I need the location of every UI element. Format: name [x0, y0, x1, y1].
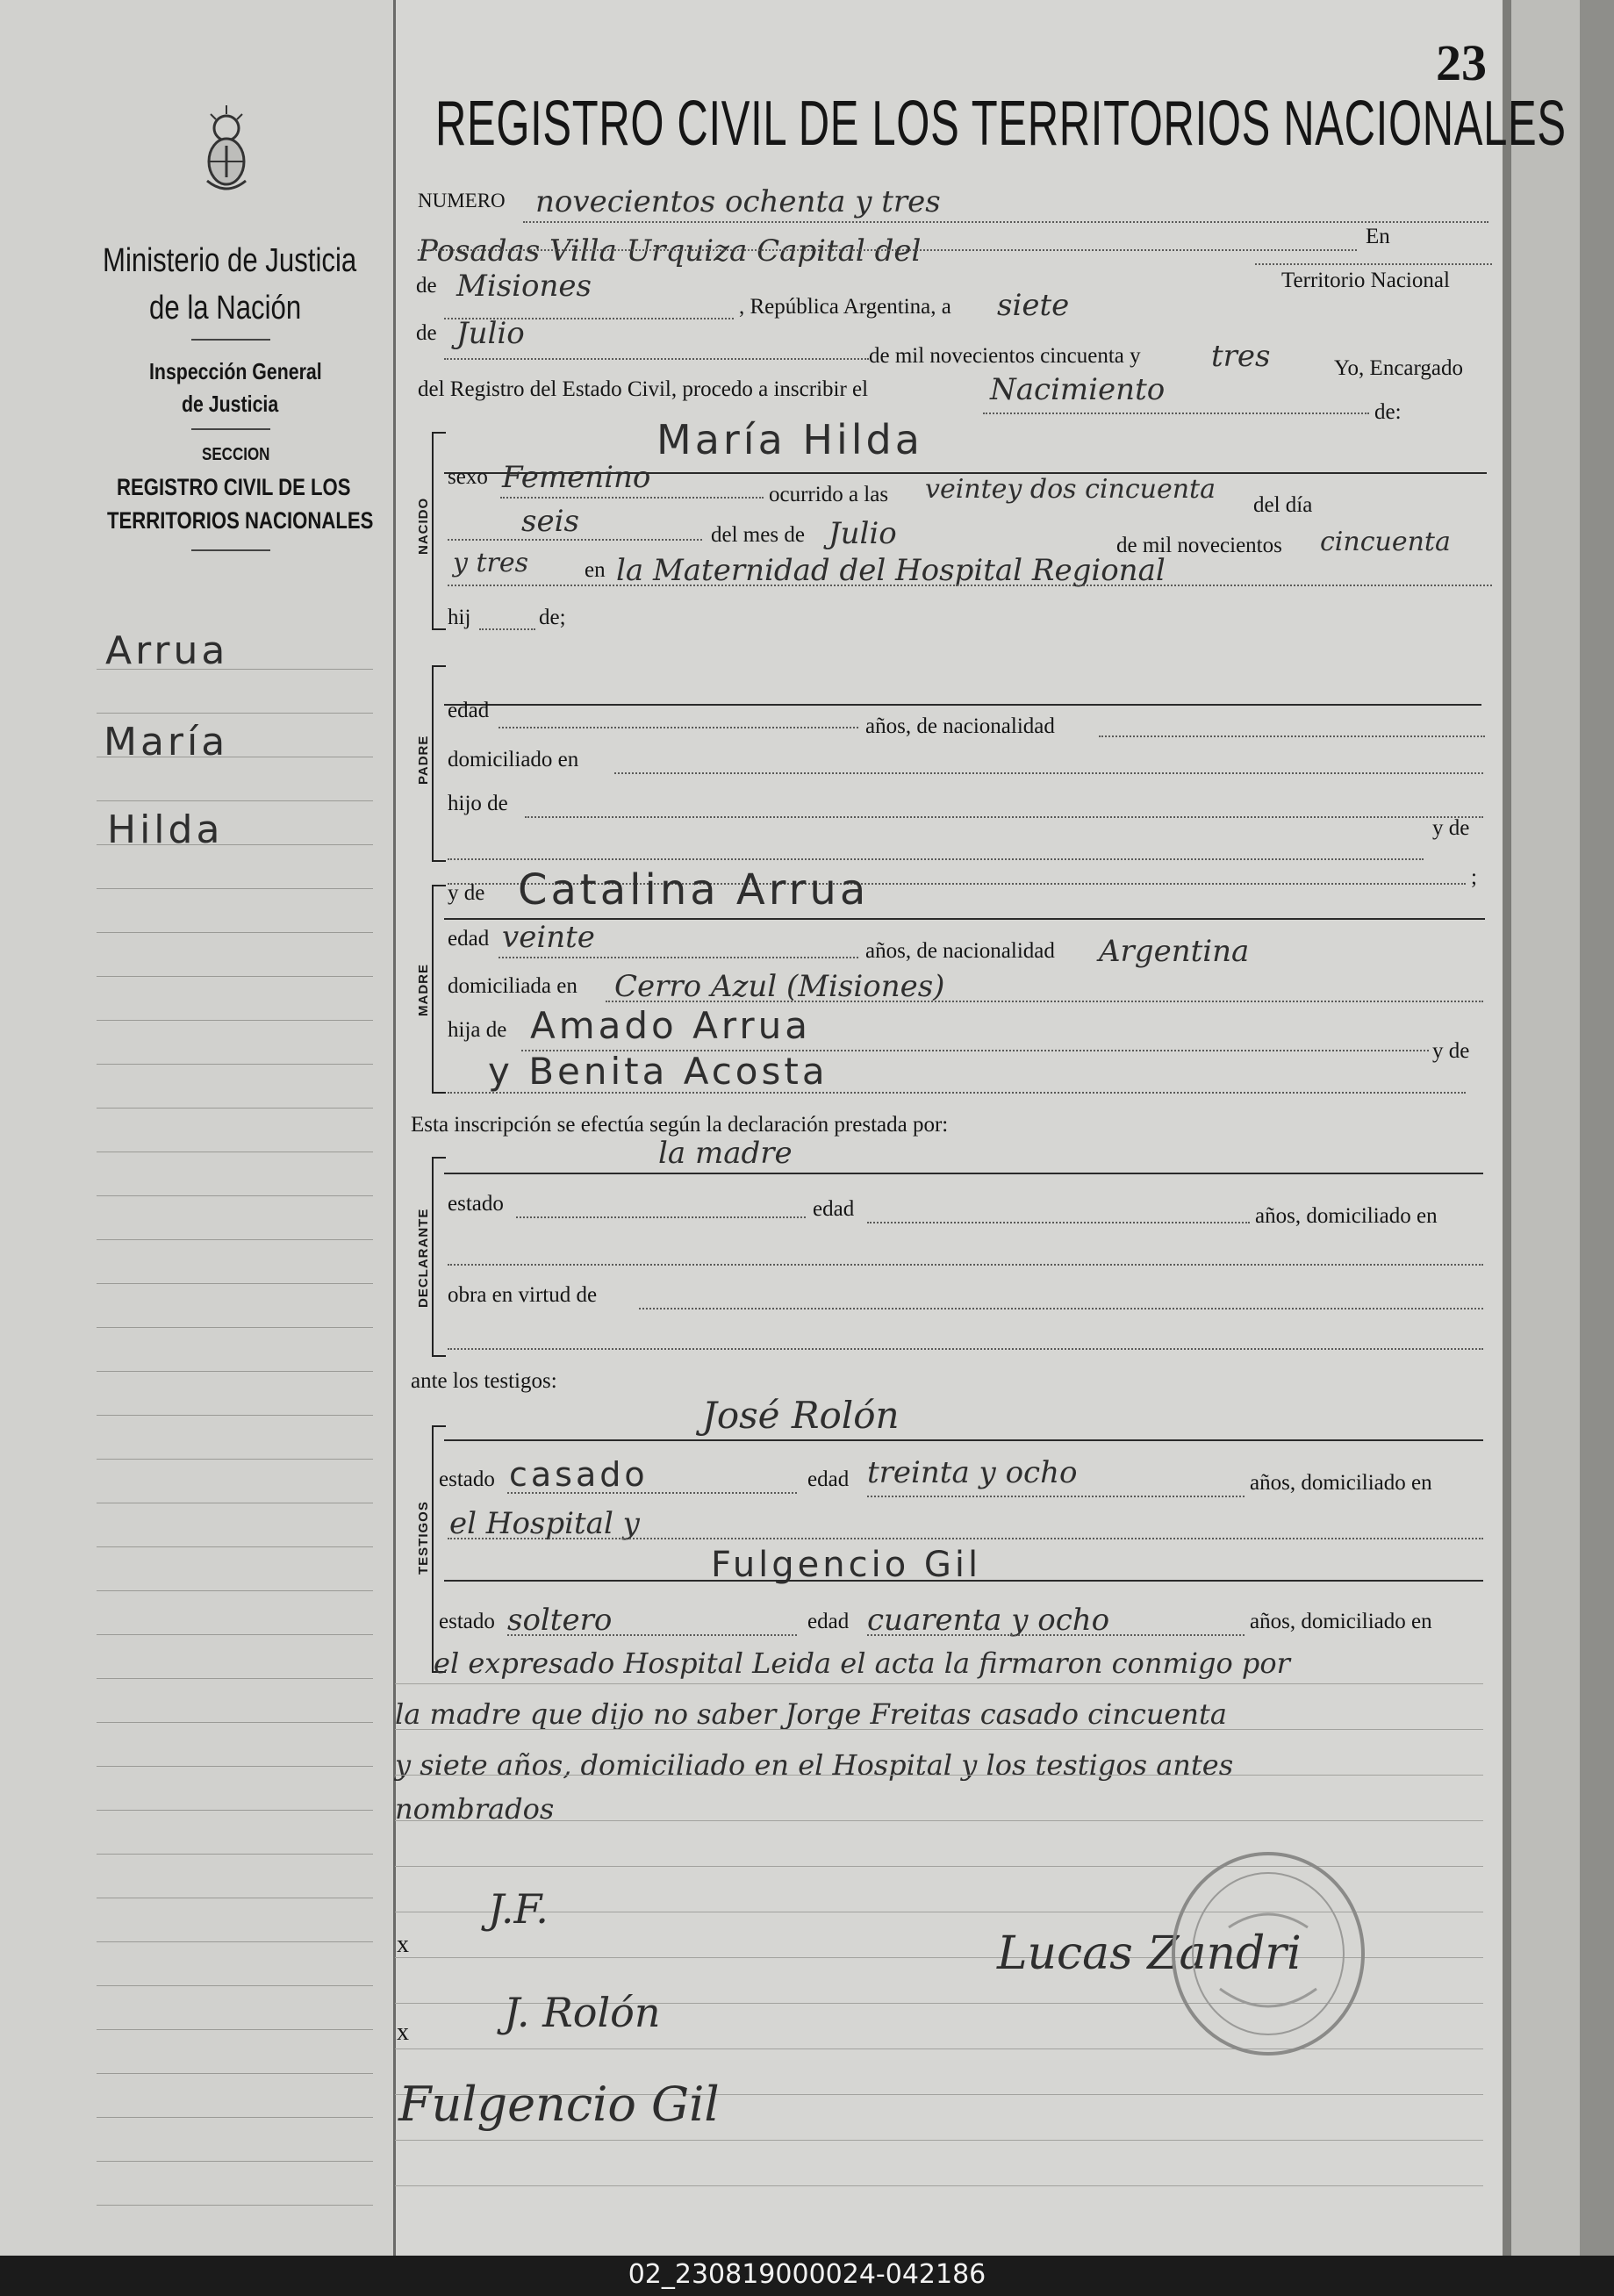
testigo1-estado-label: estado [439, 1467, 495, 1491]
madre-dom-value: Cerro Azul (Misiones) [614, 969, 945, 1004]
signature-mark-2: x [397, 2019, 409, 2046]
testigo2-edad-label: edad [807, 1610, 850, 1633]
margin-ruled-line [97, 1678, 373, 1679]
declaracion-label: Esta inscripción se efectúa según la declaración prestada por: [411, 1113, 949, 1137]
testigo1-dom-value: el Hospital y [449, 1506, 640, 1541]
registro-label: del Registro del Estado Civil, procedo a inscribir el [418, 377, 869, 401]
sexo-line [500, 497, 764, 499]
de-label-1: de [416, 274, 437, 298]
document-code: 02_230819000024-042186 [628, 2259, 986, 2290]
madre-dom-label: domiciliada en [448, 974, 577, 998]
madre-madre-value: y Benita Acosta [488, 1050, 829, 1093]
madre-anios-label: años, de nacionalidad [865, 939, 1055, 963]
testigo2-rule [444, 1580, 1483, 1582]
closing-line-2: la madre que dijo no saber Jorge Freitas casado cincuenta [395, 1697, 1227, 1731]
declarante-estado-label: estado [448, 1192, 504, 1216]
margin-middle-name: Hilda [107, 807, 224, 852]
margin-ruled-line [97, 932, 373, 933]
day-value: siete [997, 288, 1070, 323]
mil-label: de mil novecientos [1116, 534, 1282, 557]
madre-edad-label: edad [448, 927, 490, 951]
margin-ruled-line [97, 1327, 373, 1328]
officer-signature: Lucas Zandri [997, 1927, 1302, 1980]
madre-edad-value: veinte [502, 920, 595, 955]
next-page-edge [1580, 0, 1614, 2256]
year-label: de mil novecientos cincuenta y [869, 344, 1141, 368]
section-label: SECCION [202, 445, 270, 464]
declarante-dom-line [448, 1264, 1483, 1266]
padre-hijo-label: hijo de [448, 792, 508, 815]
nacido-label: NACIDO [416, 497, 431, 555]
act-line [983, 413, 1369, 414]
madre-name: Catalina Arrua [518, 865, 870, 915]
margin-ruled-line [97, 1590, 373, 1591]
margin-ruled-line [97, 1020, 373, 1021]
margin-divider [393, 0, 396, 2256]
en-lugar-label: en [585, 558, 606, 582]
del-mes-label: del mes de [711, 523, 805, 547]
de-label-2: de [416, 321, 437, 345]
hij-line [479, 628, 535, 630]
hij-label: hij [448, 606, 471, 629]
de-colon-label: de: [1374, 400, 1402, 424]
dia-line [448, 539, 702, 541]
madre-bracket [432, 885, 446, 1094]
obra-line [639, 1308, 1483, 1309]
margin-ruled-line [97, 2029, 373, 2030]
madre-y-de-label: y de [448, 881, 485, 905]
signature-1: J.F. [488, 1885, 549, 1933]
month-line [444, 358, 869, 360]
territorio-label: Territorio Nacional [1281, 269, 1450, 292]
numero-line [523, 221, 1488, 223]
madre-rule [444, 918, 1485, 920]
territorio-line [1255, 263, 1492, 265]
margin-ruled-line [97, 1941, 373, 1942]
inspection-line-1: Inspección General [149, 358, 322, 384]
testigo1-dom-line [448, 1538, 1483, 1539]
page-title: REGISTRO CIVIL DE LOS TERRITORIOS NACIONALES [435, 89, 1567, 159]
declarante-dom-label: años, domiciliado en [1255, 1204, 1438, 1228]
margin-ruled-line [97, 1810, 373, 1811]
child-name: María Hilda [656, 416, 923, 463]
padre-dom-label: domiciliado en [448, 748, 579, 771]
en-label: En [1366, 225, 1390, 248]
place-value: Posadas Villa Urquiza Capital del [418, 233, 922, 269]
lugar-value: la Maternidad del Hospital Regional [616, 553, 1166, 588]
republica-label: , República Argentina, a [739, 295, 951, 319]
padre-edad-line [499, 727, 858, 728]
page-number: 23 [1436, 34, 1487, 91]
mes-value: Julio [829, 516, 897, 551]
margin-ruled-line [97, 1634, 373, 1635]
margin-ruled-line [97, 1064, 373, 1065]
anio-value: cincuenta [1320, 527, 1451, 557]
testigos-label: ante los testigos: [411, 1369, 557, 1393]
ocurrido-label: ocurrido a las [769, 483, 889, 506]
body-ruled-line [395, 2140, 1483, 2141]
declarante-value: la madre [658, 1136, 793, 1171]
de-semicolon-label: de; [539, 606, 566, 629]
testigo1-edad-line [867, 1496, 1245, 1497]
testigo1-name: José Rolón [702, 1394, 900, 1437]
padre-anios-label: años, de nacionalidad [865, 714, 1055, 738]
margin-ruled-line [97, 1854, 373, 1855]
testigos-vlabel: TESTIGOS [416, 1501, 431, 1575]
margin-first-name: María [104, 720, 229, 764]
obra-label: obra en virtud de [448, 1283, 598, 1307]
padre-hijo-line [525, 816, 1483, 818]
margin-divider-short-3 [191, 549, 270, 551]
declarante-edad-line [867, 1222, 1250, 1223]
testigo1-rule [444, 1439, 1483, 1441]
margin-surname: Arrua [105, 628, 229, 673]
sexo-value: Femenino [502, 460, 651, 495]
margin-ruled-line [97, 2117, 373, 2118]
declarante-end-line [448, 1348, 1483, 1350]
encargado-label: Yo, Encargado [1334, 356, 1463, 380]
signature-mark-1: x [397, 1931, 409, 1958]
closing-line-4: nombrados [395, 1792, 555, 1826]
registry-line-2: TERRITORIOS NACIONALES [107, 507, 374, 534]
margin-ruled-line [97, 2161, 373, 2162]
margin-ruled-line [97, 1722, 373, 1723]
body-ruled-line [395, 1775, 1483, 1776]
lugar-line [448, 585, 1492, 586]
dia-value: seis [521, 504, 579, 539]
madre-hija-label: hija de [448, 1018, 507, 1042]
testigo2-edad-line [867, 1634, 1245, 1636]
padre-bracket [432, 665, 446, 862]
testigo1-estado-line [507, 1492, 797, 1494]
signature-3: Fulgencio Gil [398, 2077, 720, 2132]
margin-ruled-line [97, 1415, 373, 1416]
padre-rule [444, 704, 1481, 706]
act-value: Nacimiento [990, 372, 1166, 407]
declarante-rule [444, 1173, 1483, 1174]
margin-ruled-line [97, 2205, 373, 2206]
padre-semicolon: ; [1471, 865, 1477, 889]
declarante-label: DECLARANTE [416, 1208, 431, 1308]
margin-ruled-line [97, 713, 373, 714]
page-edge-shadow [1503, 0, 1511, 2256]
margin-ruled-line [97, 1195, 373, 1196]
margin-divider-short-2 [191, 428, 270, 430]
declarante-bracket [432, 1157, 446, 1357]
closing-line-1: el expresado Hospital Leida el acta la firmaron conmigo por [434, 1647, 1290, 1680]
margin-ruled-line [97, 1239, 373, 1240]
margin-ruled-line [97, 1459, 373, 1460]
body-ruled-line [395, 2185, 1483, 2186]
testigo2-estado-value: soltero [507, 1603, 613, 1638]
testigo2-estado-line [507, 1634, 797, 1636]
declarante-estado-line [516, 1216, 806, 1218]
place-line [418, 249, 1357, 251]
body-ruled-line [395, 1683, 1483, 1684]
nacido-bracket [432, 432, 446, 630]
padre-label: PADRE [416, 735, 431, 785]
hora-value: veintey dos cincuenta [925, 474, 1216, 505]
testigo1-dom-label: años, domiciliado en [1250, 1471, 1432, 1495]
testigo1-edad-label: edad [807, 1467, 850, 1491]
madre-y-de-label-2: y de [1432, 1039, 1470, 1063]
coat-of-arms-icon [200, 102, 253, 198]
margin-ruled-line [97, 1283, 373, 1284]
y-tres-value: y tres [453, 548, 529, 578]
margin-ruled-line [97, 1546, 373, 1547]
body-ruled-line [395, 1820, 1483, 1821]
margin-ruled-line [97, 1108, 373, 1109]
ministry-line-2: de la Nación [149, 290, 302, 326]
year-value: tres [1211, 339, 1271, 374]
month-value: Julio [456, 316, 525, 351]
testigo2-estado-label: estado [439, 1610, 495, 1633]
official-seal-icon [1167, 1848, 1369, 2059]
testigo1-edad-value: treinta y ocho [867, 1455, 1078, 1490]
sexo-label: sexo [448, 465, 488, 489]
madre-nac-value: Argentina [1099, 934, 1250, 969]
margin-ruled-line [97, 2073, 373, 2074]
madre-madre-line [448, 1092, 1466, 1094]
inspection-line-2: de Justicia [182, 391, 279, 417]
madre-label: MADRE [416, 964, 431, 1016]
padre-y-de-label: y de [1432, 816, 1470, 840]
madre-dom-line [606, 1001, 1483, 1002]
territorio-value: Misiones [456, 269, 592, 304]
padre-edad-label: edad [448, 699, 490, 722]
margin-ruled-line [97, 800, 373, 801]
declarante-edad-label: edad [813, 1197, 855, 1221]
signature-2: J. Rolón [504, 1989, 661, 2036]
testigo2-edad-value: cuarenta y ocho [867, 1603, 1110, 1638]
numero-value: novecientos ochenta y tres [535, 184, 941, 219]
padre-nac-line [1099, 735, 1485, 737]
margin-ruled-line [97, 1985, 373, 1986]
testigos-bracket [432, 1425, 446, 1673]
numero-label: NUMERO [418, 190, 506, 212]
ministry-line-1: Ministerio de Justicia [103, 242, 357, 279]
body-ruled-line [395, 1729, 1483, 1730]
del-dia-label: del día [1253, 493, 1313, 517]
madre-padre-value: Amado Arrua [530, 1004, 811, 1047]
margin-ruled-line [97, 1766, 373, 1767]
padre-dom-line [614, 772, 1483, 774]
testigo2-name: Fulgencio Gil [711, 1545, 982, 1585]
margin-ruled-line [97, 1371, 373, 1372]
margin-divider-short [191, 339, 270, 341]
padre-y-de-line [448, 858, 1424, 860]
margin-ruled-line [97, 976, 373, 977]
closing-line-3: y siete años, domiciliado en el Hospital y los testigos antes [395, 1748, 1234, 1782]
madre-edad-line [499, 957, 858, 958]
registry-line-1: REGISTRO CIVIL DE LOS [117, 474, 351, 500]
testigo2-dom-label: años, domiciliado en [1250, 1610, 1432, 1633]
margin-ruled-line [97, 888, 373, 889]
testigo1-estado-value: casado [509, 1455, 649, 1494]
